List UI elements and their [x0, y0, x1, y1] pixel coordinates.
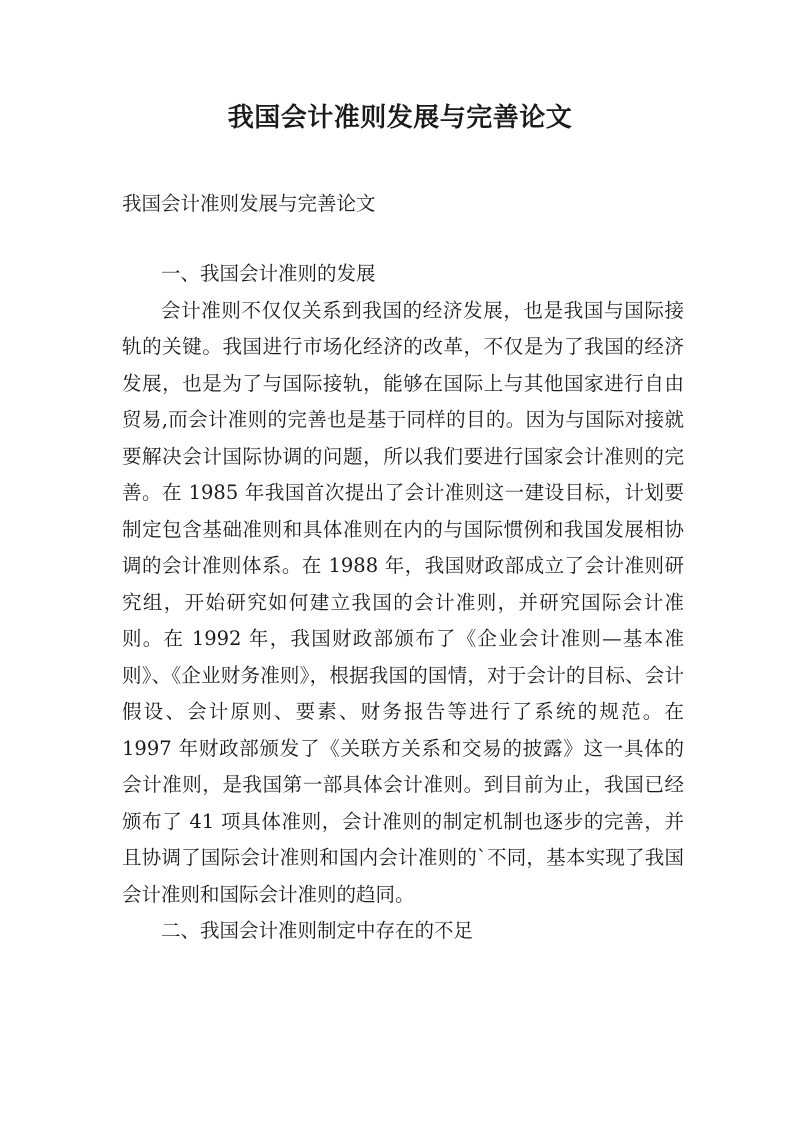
document-body	[122, 256, 684, 950]
document-subtitle: 我国会计准则发展与完善论文	[122, 192, 376, 215]
document-title: 我国会计准则发展与完善论文	[227, 103, 573, 133]
section-heading-1: 一、我国会计准则的发展	[161, 262, 376, 285]
section-heading-2: 二、我国会计准则制定中存在的不足	[161, 919, 474, 942]
section-paragraph-1: 会计准则不仅仅关系到我国的经济发展，也是我国与国际接轨的关键。我国进行市场化经济的改革，不仅是为了我国的经济发展，也是为了与国际接轨，能够在国际上与其他国家进行自由贸易,而会计准则的完善也是基于同样的目的。因为与国际对接就要解决会计国际协调的问题，所以我们要进行国家会计准则的完善。在 1985 年我国首次提出了会计准则这一建设目标，计划要制定包含基础准则和具体准则在内的与国际惯例和我国发展相协调的会计准则体系。在 1988 年，我国财政部成立了会计准则研究组，开始研究如何建立我国的会计准则，并研究国际会计准则。在 1992 年，我国财政部颁布了《企业会计准则—基本准则》、《企业财务准则》，根据我国的国情，对于会计的目标、会计假设、会计原则、要素、财务报告等进行了系统的规范。在 1997 年财政部颁发了《关联方关系和交易的披露》这一具体的会计准则，是我国第一部具体会计准则。到目前为止，我国已经颁布了 41 项具体准则，会计准则的制定机制也逐步的完善，并且协调了国际会计准则和国内会计准则的`不同，基本实现了我国会计准则和国际会计准则的趋同。	[122, 298, 684, 906]
